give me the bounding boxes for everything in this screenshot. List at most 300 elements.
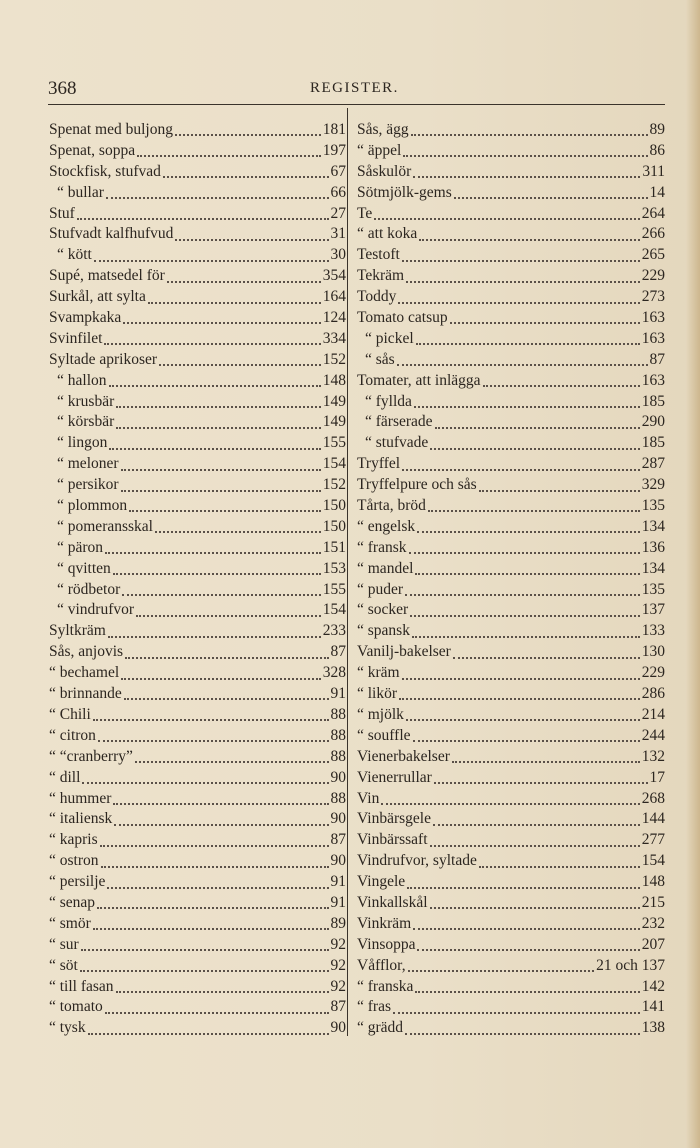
entry-page-number: 88 <box>330 789 346 807</box>
entry-term: “ dill <box>49 768 81 786</box>
index-entry <box>357 371 665 392</box>
entry-page-number: 90 <box>330 810 346 828</box>
entry-page-number: 141 <box>641 998 665 1016</box>
dot-leader <box>124 698 329 700</box>
index-entry <box>357 183 665 204</box>
entry-page-number: 215 <box>641 893 665 911</box>
index-entry <box>357 830 665 851</box>
entry-page-number: 148 <box>322 371 346 389</box>
entry-page-number: 91 <box>330 893 346 911</box>
index-entry <box>357 809 665 830</box>
index-entry <box>49 956 346 977</box>
entry-term: “ smör <box>49 914 91 932</box>
index-entry <box>49 642 346 663</box>
entry-page-number: 92 <box>330 977 346 995</box>
dot-leader <box>105 1012 329 1014</box>
entry-page-number: 27 <box>330 204 346 222</box>
entry-page-number: 136 <box>641 538 665 556</box>
entry-page-number: 67 <box>330 162 346 180</box>
entry-page-number: 150 <box>322 497 346 515</box>
entry-page-number: 286 <box>641 685 665 703</box>
entry-page-number: 185 <box>641 392 665 410</box>
entry-term: “ puder <box>357 580 404 598</box>
entry-term: “ bechamel <box>49 664 120 682</box>
dot-leader <box>136 615 321 617</box>
index-entry <box>357 120 665 141</box>
index-entry <box>357 600 665 621</box>
dot-leader <box>116 427 321 429</box>
dot-leader <box>129 510 321 512</box>
index-entry <box>357 308 665 329</box>
index-entry <box>357 851 665 872</box>
dot-leader <box>121 490 321 492</box>
index-entry <box>49 454 346 475</box>
dot-leader <box>450 322 640 324</box>
entry-term: “ senap <box>49 893 96 911</box>
entry-term: Syltade aprikoser <box>49 350 158 368</box>
entry-page-number: 185 <box>641 434 665 452</box>
entry-page-number: 130 <box>641 643 665 661</box>
index-entry <box>357 162 665 183</box>
entry-term: “ mjölk <box>357 705 404 723</box>
page-edge-shadow <box>686 0 700 1148</box>
index-entry <box>357 580 665 601</box>
entry-page-number: 66 <box>330 183 346 201</box>
dot-leader <box>100 845 329 847</box>
index-entry <box>49 496 346 517</box>
index-entry <box>49 580 346 601</box>
entry-term: Vin <box>357 789 380 807</box>
dot-leader <box>88 1033 329 1035</box>
entry-page-number: 134 <box>641 559 665 577</box>
entry-term: “ franska <box>357 977 414 995</box>
entry-page-number: 30 <box>330 246 346 264</box>
entry-term: “ kapris <box>49 831 98 849</box>
entry-term: “ “cranberry” <box>49 747 133 765</box>
entry-term: “ päron <box>57 538 104 556</box>
entry-term: Svampkaka <box>49 309 122 327</box>
index-entry <box>49 893 346 914</box>
index-entry <box>357 977 665 998</box>
index-entry <box>49 392 346 413</box>
index-entry <box>357 392 665 413</box>
dot-leader <box>123 322 320 324</box>
index-entry <box>49 747 346 768</box>
index-entry <box>49 371 346 392</box>
entry-term: “ pickel <box>365 329 414 347</box>
dot-leader <box>479 490 640 492</box>
index-entry <box>49 183 346 204</box>
index-entry <box>357 997 665 1018</box>
entry-page-number: 163 <box>641 309 665 327</box>
entry-page-number: 149 <box>322 413 346 431</box>
header-rule <box>48 104 665 105</box>
entry-term: Surkål, att sylta <box>49 288 146 306</box>
dot-leader <box>381 803 639 805</box>
dot-leader <box>135 761 329 763</box>
index-entry <box>49 162 346 183</box>
entry-page-number: 138 <box>641 1019 665 1037</box>
entry-page-number: 334 <box>322 329 346 347</box>
index-entry <box>357 224 665 245</box>
dot-leader <box>453 657 640 659</box>
entry-term: Tryffelpure och sås <box>357 476 477 494</box>
entry-page-number: 92 <box>330 935 346 953</box>
index-entry <box>49 266 346 287</box>
entry-term: Vienerbakelser <box>357 747 450 765</box>
dot-leader <box>415 573 639 575</box>
entry-page-number: 90 <box>330 1019 346 1037</box>
index-entry <box>357 726 665 747</box>
entry-term: “ spansk <box>357 622 410 640</box>
dot-leader <box>116 406 321 408</box>
entry-term: “ pomeransskal <box>57 517 153 535</box>
entry-term: “ till fasan <box>49 977 114 995</box>
entry-page-number: 88 <box>330 705 346 723</box>
dot-leader <box>413 928 640 930</box>
entry-page-number: 207 <box>641 935 665 953</box>
index-entry <box>357 705 665 726</box>
index-entry <box>49 120 346 141</box>
entry-page-number: 329 <box>641 476 665 494</box>
index-entry <box>49 141 346 162</box>
entry-term: Vinbärsgele <box>357 810 431 828</box>
entry-page-number: 134 <box>641 517 665 535</box>
entry-page-number: 149 <box>322 392 346 410</box>
dot-leader <box>413 740 640 742</box>
dot-leader <box>77 218 329 220</box>
entry-page-number: 197 <box>322 141 346 159</box>
entry-page-number: 273 <box>641 288 665 306</box>
index-entry <box>49 851 346 872</box>
entry-page-number: 266 <box>641 225 665 243</box>
entry-term: “ ostron <box>49 852 99 870</box>
index-entry <box>49 1018 346 1039</box>
entry-term: “ äppel <box>357 141 402 159</box>
dot-leader <box>454 197 648 199</box>
entry-page-number: 232 <box>641 914 665 932</box>
dot-leader <box>374 218 639 220</box>
entry-term: Stuf <box>49 204 75 222</box>
entry-term: “ lingon <box>57 434 108 452</box>
index-entry <box>49 997 346 1018</box>
index-entry <box>49 809 346 830</box>
entry-term: “ stufvade <box>365 434 429 452</box>
entry-term: “ vindrufvor <box>57 601 135 619</box>
dot-leader <box>433 824 640 826</box>
entry-term: Tomater, att inlägga <box>357 371 481 389</box>
index-entry <box>357 956 665 977</box>
dot-leader <box>148 302 321 304</box>
index-entry <box>357 245 665 266</box>
dot-leader <box>417 949 639 951</box>
dot-leader <box>109 448 320 450</box>
entry-page-number: 87 <box>330 831 346 849</box>
entry-term: Vinbärssaft <box>357 831 428 849</box>
index-entry <box>49 705 346 726</box>
dot-leader <box>81 949 329 951</box>
entry-term: Spenat, soppa <box>49 141 136 159</box>
entry-term: “ att koka <box>357 225 418 243</box>
entry-page-number: 87 <box>330 998 346 1016</box>
entry-term: “ rödbetor <box>57 580 121 598</box>
index-entry <box>49 308 346 329</box>
dot-leader <box>414 406 640 408</box>
entry-term: “ kött <box>57 246 92 264</box>
entry-page-number: 87 <box>330 643 346 661</box>
entry-term: Testoft <box>357 246 400 264</box>
dot-leader <box>405 1033 640 1035</box>
entry-term: “ persikor <box>57 476 119 494</box>
index-entry <box>49 350 346 371</box>
index-entry <box>357 266 665 287</box>
entry-term: “ sur <box>49 935 79 953</box>
index-entry <box>357 935 665 956</box>
index-entry <box>49 287 346 308</box>
entry-term: “ fransk <box>357 538 407 556</box>
entry-page-number: 144 <box>641 810 665 828</box>
index-entry <box>49 224 346 245</box>
index-entry <box>49 789 346 810</box>
dot-leader <box>121 469 321 471</box>
dot-leader <box>175 134 321 136</box>
entry-term: Vinkallskål <box>357 893 428 911</box>
dot-leader <box>121 678 321 680</box>
entry-term: “ kräm <box>357 664 400 682</box>
dot-leader <box>82 782 328 784</box>
entry-term: “ persilje <box>49 873 106 891</box>
entry-page-number: 89 <box>330 914 346 932</box>
page-number: 368 <box>48 78 77 99</box>
index-entry <box>49 517 346 538</box>
dot-leader <box>479 866 640 868</box>
entry-term: Våfflor, <box>357 956 406 974</box>
index-column-right <box>357 120 665 1039</box>
entry-term: “ sås <box>365 350 395 368</box>
entry-page-number: 151 <box>322 538 346 556</box>
entry-term: Tårta, bröd <box>357 497 426 515</box>
index-entry <box>49 977 346 998</box>
entry-page-number: 86 <box>649 141 665 159</box>
entry-term: “ körsbär <box>57 413 115 431</box>
entry-term: Sötmjölk-gems <box>357 183 452 201</box>
dot-leader <box>159 364 321 366</box>
dot-leader <box>412 636 640 638</box>
dot-leader <box>452 761 640 763</box>
index-entry <box>49 726 346 747</box>
index-entry <box>49 433 346 454</box>
entry-page-number: 268 <box>641 789 665 807</box>
entry-term: “ fras <box>357 998 391 1016</box>
entry-term: “ tomato <box>49 998 103 1016</box>
dot-leader <box>406 719 640 721</box>
dot-leader <box>434 782 648 784</box>
index-entry <box>49 830 346 851</box>
entry-page-number: 152 <box>322 350 346 368</box>
entry-term: Vanilj-bakelser <box>357 643 451 661</box>
entry-term: Sås, anjovis <box>49 643 124 661</box>
entry-term: “ qvitten <box>57 559 111 577</box>
dot-leader <box>175 239 328 241</box>
entry-page-number: 163 <box>641 371 665 389</box>
entry-page-number: 264 <box>641 204 665 222</box>
index-entry <box>357 789 665 810</box>
entry-term: “ färserade <box>365 413 433 431</box>
index-entry <box>49 684 346 705</box>
dot-leader <box>430 448 639 450</box>
dot-leader <box>406 281 640 283</box>
entry-page-number: 153 <box>322 559 346 577</box>
dot-leader <box>116 991 329 993</box>
entry-term: Sås, ägg <box>357 121 409 138</box>
index-entry <box>49 663 346 684</box>
dot-leader <box>93 719 329 721</box>
dot-leader <box>98 740 329 742</box>
entry-page-number: 229 <box>641 267 665 285</box>
entry-term: “ italiensk <box>49 810 113 828</box>
dot-leader <box>408 970 595 972</box>
index-entry <box>49 329 346 350</box>
dot-leader <box>399 698 640 700</box>
entry-page-number: 88 <box>330 726 346 744</box>
entry-term: Spenat med buljong <box>49 121 173 138</box>
entry-term: “ krusbär <box>57 392 115 410</box>
dot-leader <box>430 845 640 847</box>
index-entry <box>49 559 346 580</box>
entry-page-number: 21 och 137 <box>596 956 665 974</box>
entry-term: “ bullar <box>57 183 104 201</box>
entry-term: “ meloner <box>57 455 119 473</box>
dot-leader <box>415 991 639 993</box>
entry-page-number: 328 <box>322 664 346 682</box>
dot-leader <box>411 134 648 136</box>
entry-term: Svinfilet <box>49 329 103 347</box>
entry-page-number: 155 <box>322 580 346 598</box>
entry-term: Vinsoppa <box>357 935 416 953</box>
dot-leader <box>155 531 321 533</box>
dot-leader <box>397 364 648 366</box>
dot-leader <box>125 657 328 659</box>
entry-page-number: 31 <box>330 225 346 243</box>
entry-page-number: 154 <box>322 601 346 619</box>
entry-term: “ souffle <box>357 726 411 744</box>
entry-page-number: 163 <box>641 329 665 347</box>
entry-page-number: 87 <box>649 350 665 368</box>
entry-page-number: 89 <box>649 121 665 138</box>
entry-term: Stockfisk, stufvad <box>49 162 161 180</box>
index-entry <box>357 204 665 225</box>
dot-leader <box>402 260 640 262</box>
dot-leader <box>93 928 329 930</box>
dot-leader <box>483 385 640 387</box>
entry-page-number: 154 <box>641 852 665 870</box>
index-entry <box>357 621 665 642</box>
dot-leader <box>417 531 640 533</box>
index-column-left <box>49 120 346 1039</box>
entry-term: Syltkräm <box>49 622 106 640</box>
entry-term: “ tysk <box>49 1019 86 1037</box>
entry-page-number: 287 <box>641 455 665 473</box>
entry-term: Vinkräm <box>357 914 412 932</box>
entry-page-number: 91 <box>330 873 346 891</box>
index-entry <box>357 684 665 705</box>
entry-term: “ engelsk <box>357 517 416 535</box>
entry-term: Vienerrullar <box>357 768 432 786</box>
dot-leader <box>114 824 328 826</box>
entry-term: Tekräm <box>357 267 405 285</box>
entry-page-number: 233 <box>322 622 346 640</box>
index-entry <box>357 433 665 454</box>
dot-leader <box>403 155 647 157</box>
entry-term: “ hummer <box>49 789 112 807</box>
index-entry <box>49 538 346 559</box>
dot-leader <box>430 907 640 909</box>
entry-page-number: 124 <box>322 309 346 327</box>
running-title: REGISTER. <box>310 80 399 96</box>
index-entry <box>49 204 346 225</box>
entry-page-number: 14 <box>649 183 665 201</box>
entry-term: “ brinnande <box>49 685 122 703</box>
page-header <box>48 78 663 102</box>
index-entry <box>357 1018 665 1039</box>
index-entry <box>49 768 346 789</box>
dot-leader <box>113 573 321 575</box>
entry-term: Tomato catsup <box>357 309 448 327</box>
column-divider <box>347 108 348 1036</box>
entry-page-number: 90 <box>330 768 346 786</box>
index-entry <box>357 642 665 663</box>
dot-leader <box>405 594 640 596</box>
entry-page-number: 91 <box>330 685 346 703</box>
entry-page-number: 181 <box>322 121 346 138</box>
entry-term: Te <box>357 204 373 222</box>
dot-leader <box>80 970 329 972</box>
dot-leader <box>101 866 329 868</box>
index-entry <box>357 475 665 496</box>
entry-page-number: 277 <box>641 831 665 849</box>
entry-page-number: 142 <box>641 977 665 995</box>
dot-leader <box>122 594 320 596</box>
dot-leader <box>105 552 321 554</box>
entry-page-number: 354 <box>322 267 346 285</box>
entry-term: “ likör <box>357 685 398 703</box>
dot-leader <box>108 636 321 638</box>
index-entry <box>357 768 665 789</box>
dot-leader <box>113 803 328 805</box>
entry-page-number: 90 <box>330 852 346 870</box>
dot-leader <box>106 197 329 199</box>
index-entry <box>357 893 665 914</box>
entry-page-number: 290 <box>641 413 665 431</box>
index-entry <box>357 538 665 559</box>
index-entry <box>357 141 665 162</box>
index-entry <box>357 412 665 433</box>
dot-leader <box>97 907 328 909</box>
entry-page-number: 133 <box>641 622 665 640</box>
entry-page-number: 265 <box>641 246 665 264</box>
entry-term: Toddy <box>357 288 397 306</box>
dot-leader <box>402 678 640 680</box>
dot-leader <box>167 281 321 283</box>
index-entry <box>49 600 346 621</box>
entry-page-number: 135 <box>641 497 665 515</box>
index-entry <box>357 559 665 580</box>
entry-page-number: 137 <box>641 601 665 619</box>
entry-page-number: 229 <box>641 664 665 682</box>
index-entry <box>357 663 665 684</box>
entry-page-number: 17 <box>649 768 665 786</box>
index-entry <box>357 350 665 371</box>
